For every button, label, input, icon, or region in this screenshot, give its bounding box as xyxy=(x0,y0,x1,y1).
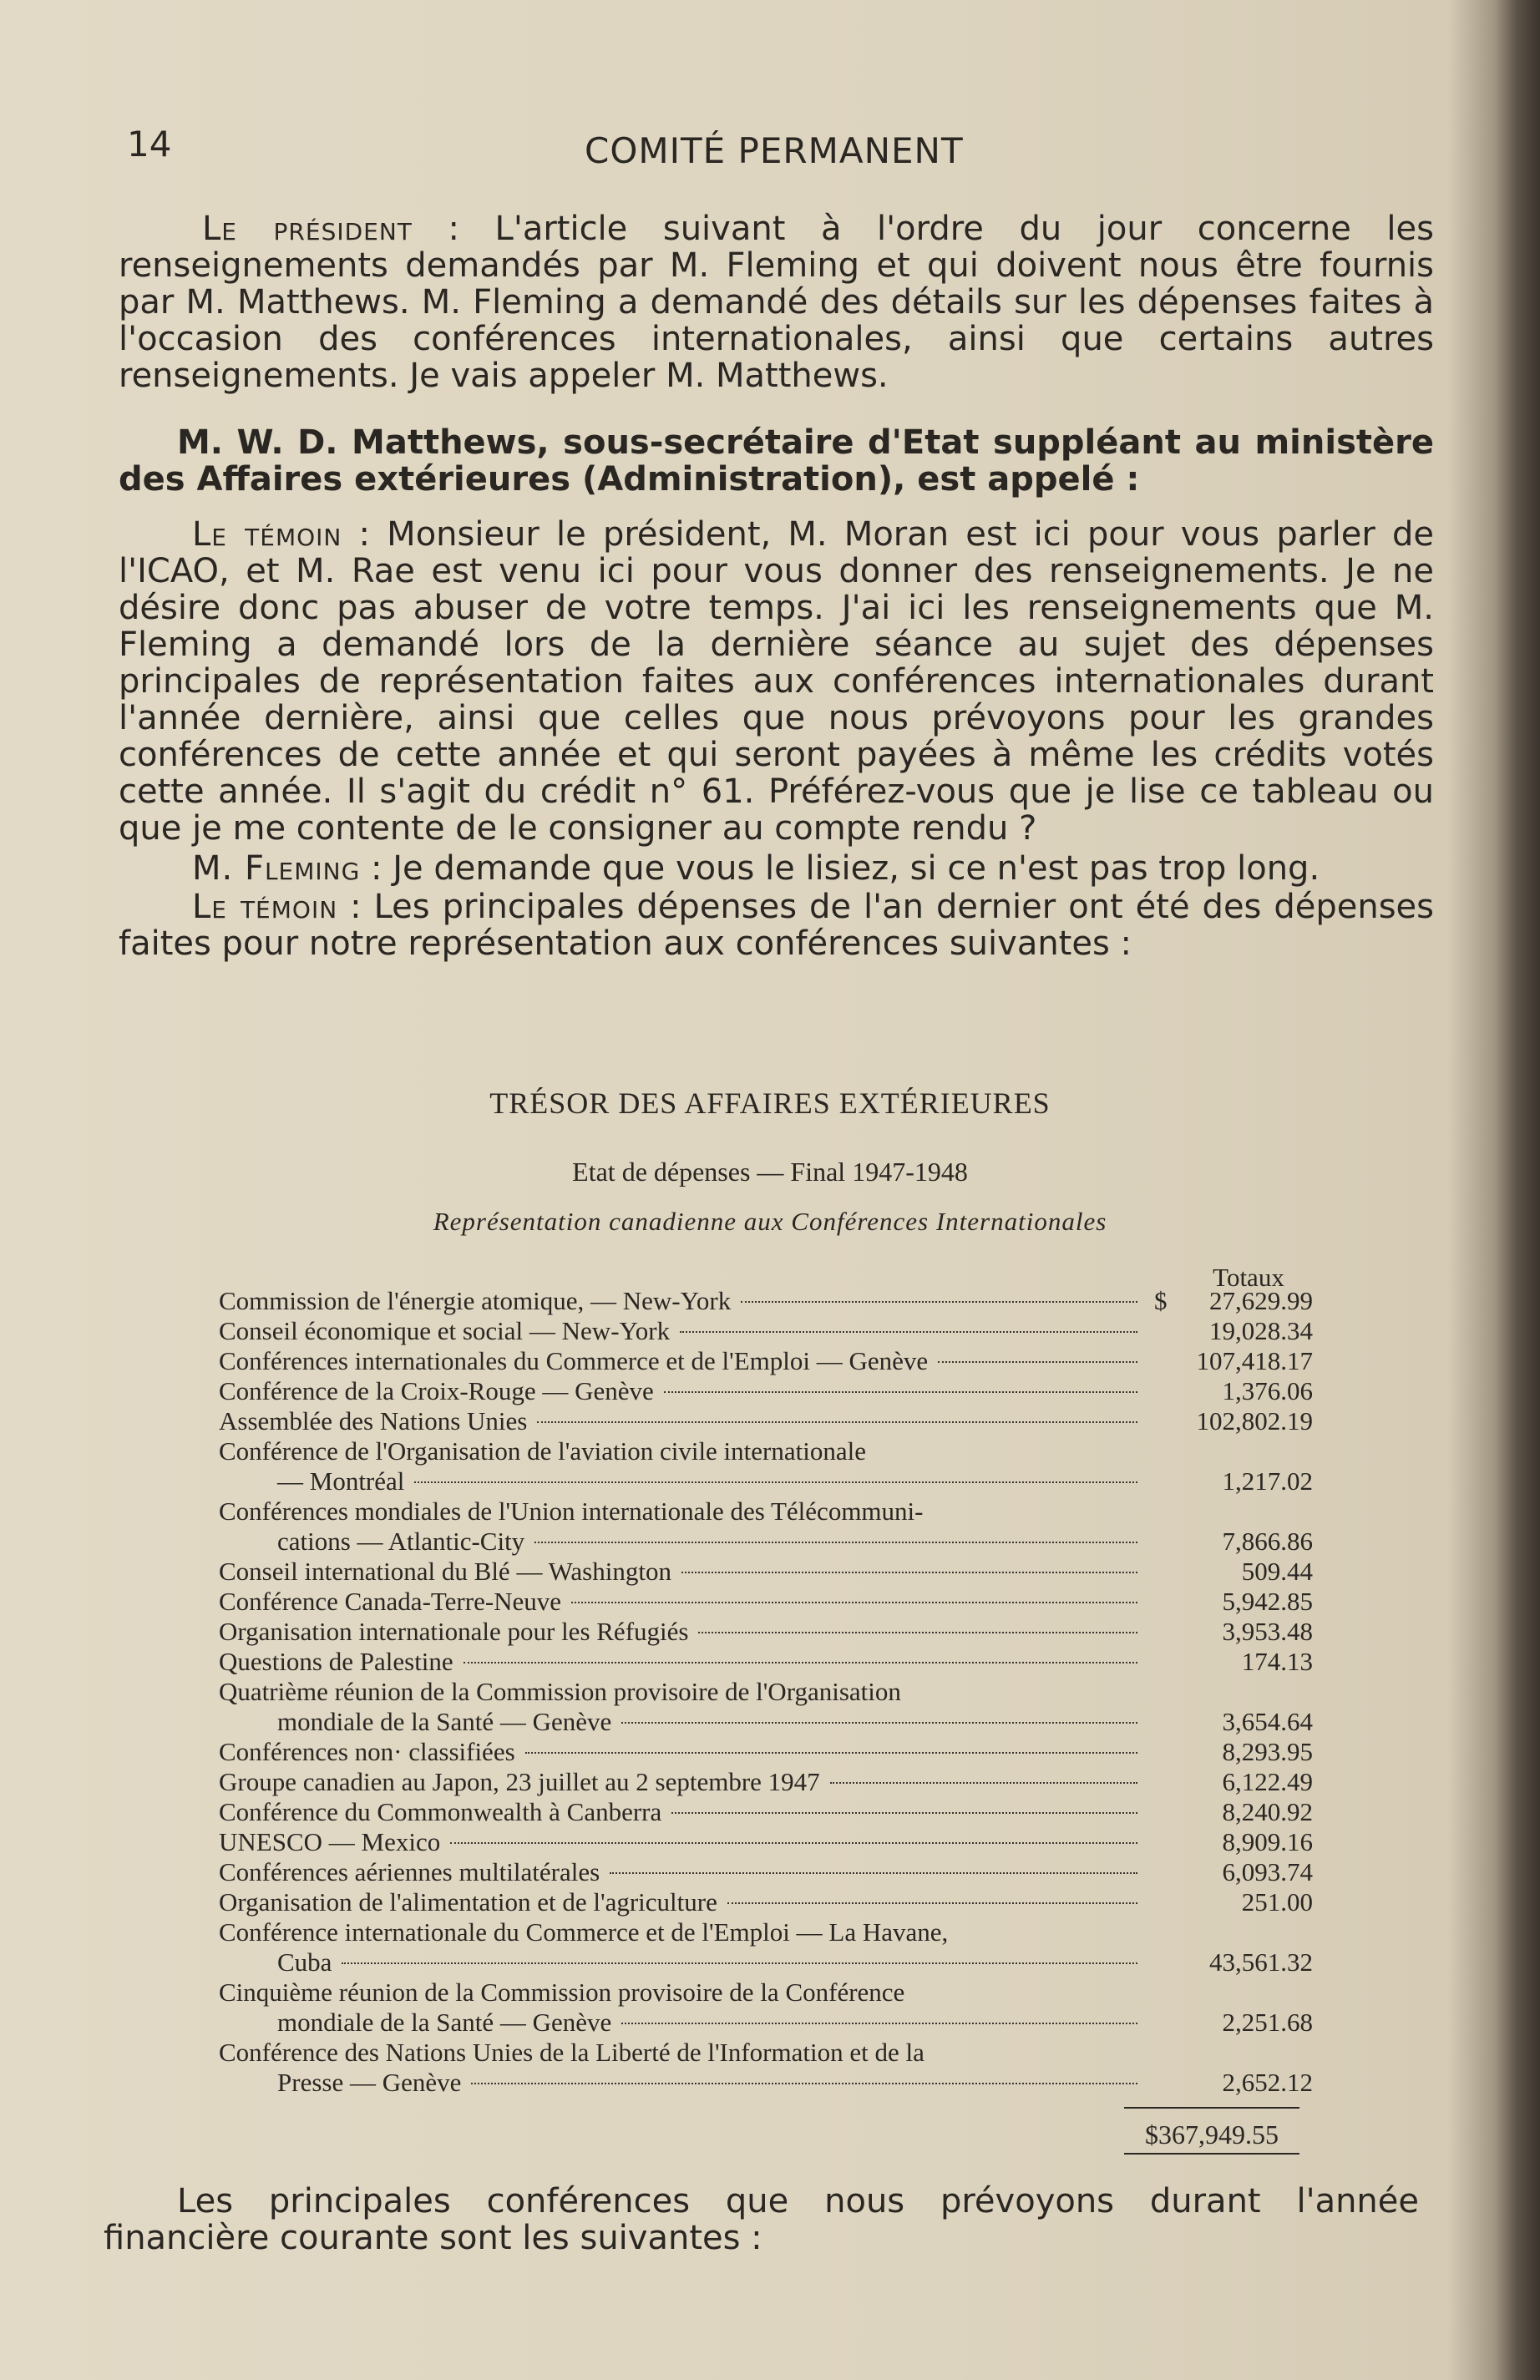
dot-leader xyxy=(414,1481,1137,1483)
row-amount: 2,652.12 xyxy=(1222,2068,1313,2097)
row-label: Conférence du Commonwealth à Canberra xyxy=(219,1797,1137,1827)
table-row xyxy=(219,1587,1313,1617)
row-description xyxy=(219,1286,1137,1316)
row-amount: 8,293.95 xyxy=(1222,1737,1313,1766)
dot-leader xyxy=(534,1541,1137,1543)
table-row xyxy=(219,1316,1313,1346)
page-number: 14 xyxy=(127,124,172,165)
row-label: Quatrième réunion de la Commission provisoire de l'Organisation xyxy=(219,1677,901,1706)
speaker-label: Le témoin xyxy=(192,515,342,554)
row-description xyxy=(219,1587,1137,1617)
row-description xyxy=(219,1677,1137,1737)
row-description xyxy=(219,1647,1137,1677)
row-amount: 174.13 xyxy=(1241,1647,1313,1676)
paragraph-text: : Monsieur le président, M. Moran est ici pour vous parler de l'ICAO, et M. Rae est venu ici pour vous donner des renseignements. Je ne désire donc pas abuser de votre temps. J'ai ici les renseignements que M. Fleming a demandé lors de la dernière séance au sujet des dépenses principales de représentation faites aux conférences internationales durant l'année dernière, ainsi que celles que nous prévoyons pour les grandes conférences de cette année et qui seront payées à même les crédits votés cette année. Il s'agit du crédit n° 61. Préférez-vous que je lise ce tableau ou que je me contente de le consigner au compte rendu ? xyxy=(119,515,1435,848)
dot-leader xyxy=(537,1420,1137,1423)
table-caption: Représentation canadienne aux Conférences Internationales xyxy=(433,1207,1107,1236)
row-description xyxy=(219,1406,1137,1436)
dot-leader xyxy=(621,1721,1137,1724)
row-amount: 3,953.48 xyxy=(1222,1617,1313,1646)
row-label: Conférences non· classifiées xyxy=(219,1737,1137,1767)
row-description xyxy=(219,1797,1137,1827)
paragraph-text: : Les principales dépenses de l'an dernier ont été des dépenses faites pour notre représentation aux conférences suivantes : xyxy=(119,888,1434,963)
expense-table xyxy=(219,1286,1313,2098)
table-row xyxy=(219,1286,1313,1316)
row-label-continued: mondiale de la Santé — Genève xyxy=(219,2008,1137,2038)
dot-leader xyxy=(741,1300,1137,1303)
row-amount: 19,028.34 xyxy=(1209,1316,1313,1345)
row-description xyxy=(219,2038,1137,2098)
row-amount: 43,561.32 xyxy=(1209,1947,1313,1977)
row-description xyxy=(219,1977,1137,2038)
row-amount: 27,629.99 xyxy=(1209,1286,1313,1315)
row-description xyxy=(219,1617,1137,1647)
running-title: COMITÉ PERMANENT xyxy=(585,130,964,171)
row-amount: 7,866.86 xyxy=(1222,1527,1313,1556)
row-label: Conférences internationales du Commerce et de l'Emploi — Genève xyxy=(219,1346,1137,1376)
dot-leader xyxy=(830,1781,1137,1784)
row-amount: 1,217.02 xyxy=(1222,1466,1313,1496)
table-row xyxy=(219,1376,1313,1406)
table-row xyxy=(219,1827,1313,1857)
row-label-continued: Cuba xyxy=(219,1947,1137,1977)
paragraph-fleming xyxy=(119,850,1434,887)
row-label: Conseil économique et social — New-York xyxy=(219,1316,1137,1346)
dot-leader xyxy=(471,2082,1137,2084)
row-description xyxy=(219,1436,1137,1496)
table-row xyxy=(219,1797,1313,1827)
row-label-continued: cations — Atlantic-City xyxy=(219,1527,1137,1557)
paragraph-text: : Je demande que vous le lisiez, si ce n'est pas trop long. xyxy=(360,849,1320,888)
row-amount: 509.44 xyxy=(1241,1557,1313,1586)
row-label: Groupe canadien au Japon, 23 juillet au 2 septembre 1947 xyxy=(219,1767,1137,1797)
paragraph-witness xyxy=(119,516,1434,847)
row-amount: 8,909.16 xyxy=(1222,1827,1313,1856)
row-amount: 107,418.17 xyxy=(1196,1346,1313,1375)
row-label-continued: mondiale de la Santé — Genève xyxy=(219,1707,1137,1737)
row-description xyxy=(219,1917,1137,1977)
row-label: UNESCO — Mexico xyxy=(219,1827,1137,1857)
row-label: Commission de l'énergie atomique, — New-York xyxy=(219,1286,1137,1316)
row-amount: 5,942.85 xyxy=(1222,1587,1313,1616)
table-row xyxy=(219,1436,1313,1496)
paragraph-president xyxy=(119,210,1434,394)
row-amount: 1,376.06 xyxy=(1222,1376,1313,1405)
table-row xyxy=(219,1647,1313,1677)
table-row xyxy=(219,1346,1313,1376)
table-row xyxy=(219,1737,1313,1767)
column-header-totaux: Totaux xyxy=(1213,1263,1284,1292)
table-row xyxy=(219,1887,1313,1917)
dot-leader xyxy=(698,1631,1137,1633)
table-row xyxy=(219,1767,1313,1797)
grand-total: $367,949.55 xyxy=(1145,2119,1279,2150)
table-row xyxy=(219,1406,1313,1436)
speaker-label: Le témoin xyxy=(192,888,338,926)
row-description xyxy=(219,1827,1137,1857)
speaker-label: M. Fleming xyxy=(192,849,361,888)
table-row xyxy=(219,1917,1313,1977)
row-description xyxy=(219,1316,1137,1346)
row-description xyxy=(219,1737,1137,1767)
dot-leader xyxy=(680,1330,1137,1333)
dot-leader xyxy=(610,1871,1137,1874)
row-amount: 6,122.49 xyxy=(1222,1767,1313,1796)
row-label: Conférence des Nations Unies de la Liberté de l'Information et de la xyxy=(219,2038,925,2067)
row-label-continued: — Montréal xyxy=(219,1466,1137,1496)
row-label: Conférence de la Croix-Rouge — Genève xyxy=(219,1376,1137,1406)
table-row xyxy=(219,2038,1313,2098)
paragraph-witness-called: M. W. D. Matthews, sous-secrétaire d'Etat suppléant au ministère des Affaires extérieures (Administration), est appelé : xyxy=(119,423,1434,499)
total-rule xyxy=(1124,2107,1299,2109)
dot-leader xyxy=(571,1601,1137,1603)
row-label: Conférence internationale du Commerce et de l'Emploi — La Havane, xyxy=(219,1917,949,1947)
row-label: Conférence Canada-Terre-Neuve xyxy=(219,1587,1137,1617)
row-amount: 251.00 xyxy=(1241,1887,1313,1917)
row-description xyxy=(219,1557,1137,1587)
currency-symbol: $ xyxy=(1154,1286,1168,1315)
row-label: Organisation de l'alimentation et de l'agriculture xyxy=(219,1887,1137,1917)
row-description xyxy=(219,1767,1137,1797)
row-label: Assemblée des Nations Unies xyxy=(219,1406,1137,1436)
row-label: Conférence de l'Organisation de l'aviation civile internationale xyxy=(219,1436,866,1466)
row-label: Conseil international du Blé — Washington xyxy=(219,1557,1137,1587)
row-label: Conférences aériennes multilatérales xyxy=(219,1857,1137,1887)
dot-leader xyxy=(525,1751,1137,1754)
dot-leader xyxy=(450,1841,1137,1844)
dot-leader xyxy=(621,2022,1137,2024)
table-row xyxy=(219,1557,1313,1587)
speaker-label: Le président xyxy=(202,210,413,248)
row-description xyxy=(219,1887,1137,1917)
row-description xyxy=(219,1376,1137,1406)
dot-leader xyxy=(342,1962,1137,1964)
paragraph-text: : L'article suivant à l'ordre du jour concerne les renseignements demandés par M. Fleming et qui doivent nous être fournis par M. Matthews. M. Fleming a demandé des détails sur les dépenses faites à l'occasion des conférences internationales, ainsi que certains autres renseignements. Je vais appeler M. Matthews. xyxy=(119,210,1434,395)
row-amount: 102,802.19 xyxy=(1196,1406,1313,1436)
row-amount: 2,251.68 xyxy=(1222,2008,1313,2037)
row-label: Conférences mondiales de l'Union internationale des Télécommuni- xyxy=(219,1496,924,1526)
dot-leader xyxy=(727,1901,1137,1904)
dot-leader xyxy=(938,1360,1137,1363)
row-label-continued: Presse — Genève xyxy=(219,2068,1137,2098)
row-label: Cinquième réunion de la Commission provisoire de la Conférence xyxy=(219,1977,905,2007)
row-description xyxy=(219,1346,1137,1376)
dot-leader xyxy=(671,1811,1137,1814)
table-title: TRÉSOR DES AFFAIRES EXTÉRIEURES xyxy=(489,1086,1051,1120)
row-description xyxy=(219,1496,1137,1557)
paragraph-closing: Les principales conférences que nous prévoyons durant l'année financière courante sont les suivantes : xyxy=(104,2182,1419,2257)
table-row xyxy=(219,1857,1313,1887)
dot-leader xyxy=(664,1390,1137,1393)
total-rule-bottom xyxy=(1124,2153,1299,2155)
table-row xyxy=(219,1677,1313,1737)
paragraph-witness-2 xyxy=(119,889,1434,962)
dot-leader xyxy=(681,1571,1137,1573)
row-label: Questions de Palestine xyxy=(219,1647,1137,1677)
table-row xyxy=(219,1617,1313,1647)
row-label: Organisation internationale pour les Réfugiés xyxy=(219,1617,1137,1647)
table-row xyxy=(219,1496,1313,1557)
row-amount: 3,654.64 xyxy=(1222,1707,1313,1736)
dot-leader xyxy=(464,1661,1137,1663)
row-amount: 8,240.92 xyxy=(1222,1797,1313,1826)
row-description xyxy=(219,1857,1137,1887)
table-row xyxy=(219,1977,1313,2038)
row-amount: 6,093.74 xyxy=(1222,1857,1313,1886)
table-subtitle: Etat de dépenses — Final 1947-1948 xyxy=(572,1157,968,1187)
